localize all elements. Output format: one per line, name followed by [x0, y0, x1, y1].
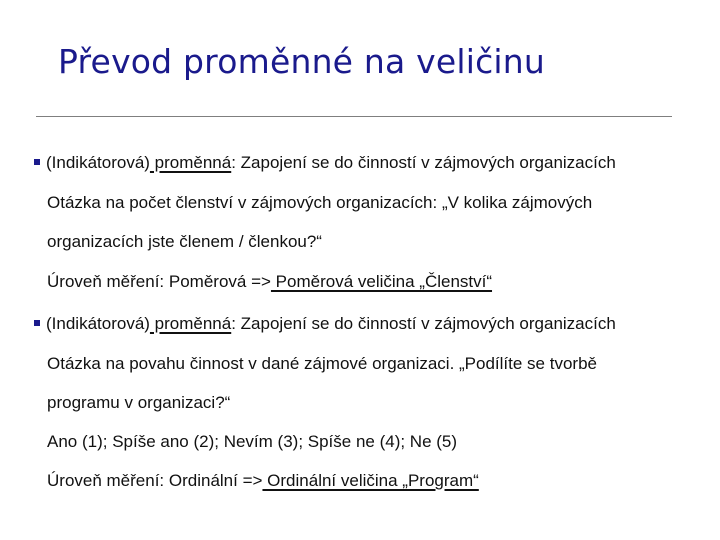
question-line-2: organizacích jste členem / členkou?“ [47, 232, 322, 251]
slide-title: Převod proměnné na veličinu [58, 42, 546, 81]
level-prefix: Úroveň měření: Ordinální => [47, 471, 263, 490]
level-underlined: Poměrová veličina „Členství“ [270, 272, 493, 291]
level-underlined: Ordinální veličina „Program“ [262, 471, 479, 490]
measurement-level-1 [47, 272, 492, 292]
bullet-underlined-term: proměnná [149, 153, 232, 172]
question-line-2: programu v organizaci?“ [47, 393, 231, 412]
bullet-variable-1 [34, 153, 616, 173]
title-divider [36, 116, 672, 117]
measurement-level-2 [47, 471, 479, 491]
square-bullet-icon [34, 159, 40, 165]
bullet-prefix: (Indikátorová) [46, 314, 150, 333]
bullet-variable-2 [34, 314, 616, 334]
square-bullet-icon [34, 320, 40, 326]
level-prefix: Úroveň měření: Poměrová => [47, 272, 271, 291]
question-line-1: Otázka na počet členství v zájmových organizacích: „V kolika zájmových [47, 193, 593, 212]
answer-scale: Ano (1); Spíše ano (2); Nevím (3); Spíše ne (4); Ne (5) [47, 432, 458, 451]
question-line-1: Otázka na povahu činnost v dané zájmové organizaci. „Podílíte se tvorbě [47, 354, 597, 373]
bullet-rest: : Zapojení se do činností v zájmových organizacích [231, 153, 616, 172]
bullet-underlined-term: proměnná [149, 314, 232, 333]
bullet-rest: : Zapojení se do činností v zájmových organizacích [231, 314, 616, 333]
bullet-prefix: (Indikátorová) [46, 153, 150, 172]
